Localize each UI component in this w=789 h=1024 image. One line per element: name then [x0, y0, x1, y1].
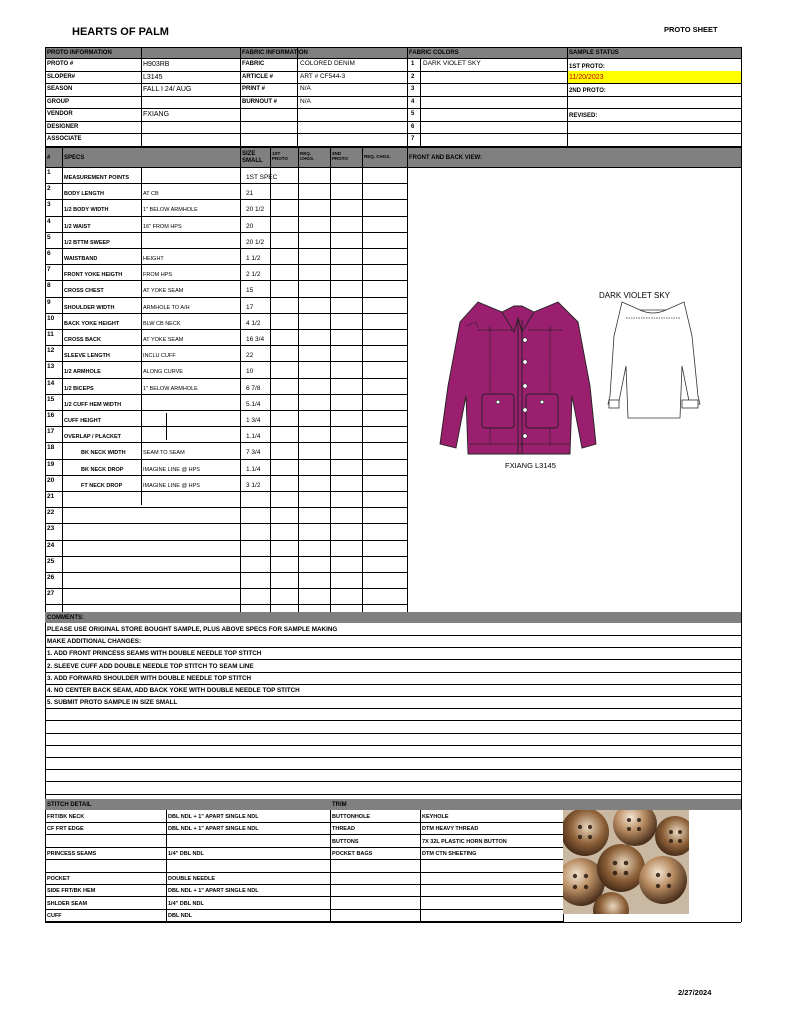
spec-row-num: 8 [47, 282, 51, 289]
spec-row-num: 21 [47, 493, 55, 500]
spec-point: SLEEVE LENGTH [64, 353, 110, 359]
size-small-heading: SMALL [242, 158, 263, 164]
spec-point: BODY LENGTH [64, 191, 104, 197]
stitch-value: DBL NDL + 1" APART SINGLE NDL [168, 814, 259, 820]
fabric-color-num: 5 [411, 111, 415, 117]
grid-line [45, 794, 741, 795]
fabric-color-num: 7 [411, 136, 415, 142]
grid-line [45, 410, 407, 411]
comment-line: 5. SUBMIT PROTO SAMPLE IN SIZE SMALL [47, 699, 178, 706]
spec-value: 15 [246, 287, 254, 294]
grid-line [45, 394, 407, 395]
grid-line [45, 232, 407, 233]
buttons-photo [563, 810, 689, 914]
sketch-caption: FXIANG L3145 [505, 461, 556, 470]
spec-row-num: 14 [47, 380, 55, 387]
spec-row-num: 18 [47, 444, 55, 451]
grid-line [45, 313, 407, 314]
spec-header-bar [45, 147, 741, 167]
sample-status-heading: SAMPLE STATUS [569, 50, 619, 56]
proto-info-label: PROTO # [47, 61, 74, 67]
spec-row-num: 23 [47, 525, 55, 532]
spec-point: 1/2 WAIST [64, 224, 91, 230]
stitch-label: POCKET [47, 876, 70, 882]
document-title: HEARTS OF PALM [72, 26, 169, 38]
grid-line [45, 264, 407, 265]
grid-line [45, 696, 741, 697]
fabric-info-value: N/A [300, 85, 311, 92]
spec-row-num: 4 [47, 218, 51, 225]
spec-value: 16 3/4 [246, 336, 265, 343]
grid-line [45, 834, 563, 835]
fabric-color-num: 4 [411, 99, 415, 105]
trim-value: 7X 32L PLASTIC HORN BUTTON [422, 839, 507, 845]
spec-point: BK NECK WIDTH [81, 450, 126, 456]
req2-heading: REQ. CHGS. [364, 154, 391, 159]
stitch-value: 1/4" DBL NDL [168, 851, 204, 857]
view-heading: FRONT AND BACK VIEW: [409, 155, 482, 161]
spec-point: WAISTBAND [64, 256, 98, 262]
grid-line [62, 147, 63, 612]
grid-line [45, 459, 407, 460]
trim-label: BUTTONS [332, 839, 359, 845]
spec-point: OVERLAP / PLACKET [64, 434, 122, 440]
comments-bar [45, 612, 741, 623]
proto-info-value: L3145 [143, 74, 163, 81]
grid-line [45, 507, 407, 508]
grid-line [270, 147, 271, 612]
fabric-colors-heading: FABRIC COLORS [409, 50, 459, 56]
stitch-value: DBL NDL [168, 913, 193, 919]
spec-value: 1ST SPEC [246, 174, 278, 181]
spec-row-num: 16 [47, 412, 55, 419]
spec-value: 4 1/2 [246, 320, 261, 327]
spec-location: 16" FROM HPS [143, 224, 182, 230]
spec-location: HEIGHT [143, 256, 164, 262]
spec-row-num: 13 [47, 363, 55, 370]
spec-location: AT CB [143, 191, 159, 197]
grid-line [45, 147, 741, 148]
stitch-label: PRINCESS SEAMS [47, 851, 97, 857]
grid-line [45, 491, 407, 492]
proto-info-heading: PROTO INFORMATION [47, 50, 112, 56]
grid-line [45, 909, 563, 910]
grid-line [45, 216, 407, 217]
spec-point: CROSS CHEST [64, 288, 104, 294]
spec-row-num: 22 [47, 509, 55, 516]
grid-line [240, 147, 241, 612]
grid-line [45, 345, 407, 346]
grid-line [45, 58, 741, 59]
spec-row-num: 24 [47, 542, 55, 549]
grid-line [420, 58, 421, 147]
grid-line [45, 745, 741, 746]
fabric-info-label: PRINT # [242, 86, 266, 92]
spec-point: CROSS BACK [64, 337, 101, 343]
spec-value: 20 1/2 [246, 206, 265, 213]
proto-info-label: DESIGNER [47, 124, 79, 130]
spec-row-num: 19 [47, 461, 55, 468]
spec-value: 17 [246, 304, 254, 311]
grid-line [45, 847, 563, 848]
grid-line [45, 647, 741, 648]
spec-row-num: 6 [47, 250, 51, 257]
frame-bottom [45, 922, 741, 923]
proto-info-label: GROUP [47, 99, 70, 105]
spec-location: 1" BELOW ARMHOLE [143, 386, 198, 392]
spec-point: FRONT YOKE HEIGTH [64, 272, 123, 278]
spec-point: 1/2 ARMHOLE [64, 369, 101, 375]
spec-num-heading: # [47, 155, 51, 161]
grid-line [45, 426, 407, 427]
trim-label: THREAD [332, 826, 355, 832]
grid-line [330, 147, 331, 612]
first-proto-date: 11/20/2023 [569, 74, 604, 81]
spec-row-num: 10 [47, 315, 55, 322]
grid-line [45, 884, 563, 885]
grid-line [45, 378, 407, 379]
first-proto-label: 1ST PROTO: [569, 64, 605, 70]
grid-line [45, 604, 407, 605]
grid-line [45, 588, 407, 589]
grid-line [330, 799, 331, 922]
spec-location: AT YOKE SEAM [143, 288, 184, 294]
sketch-color-label: DARK VIOLET SKY [599, 291, 670, 300]
spec-location: IMAGINE LINE @ HPS [143, 483, 200, 489]
proto-info-value: FALL I 24/ AUG [143, 86, 192, 93]
spec-point: CUFF HEIGHT [64, 418, 101, 424]
stitch-label: CUFF [47, 913, 62, 919]
grid-line [45, 769, 741, 770]
grid-line [420, 810, 421, 922]
trim-label: POCKET BAGS [332, 851, 373, 857]
spec-point: 1/2 BTTM SWEEP [64, 240, 110, 246]
grid-line [45, 133, 741, 134]
grid-line [45, 248, 407, 249]
grid-line [45, 329, 407, 330]
stitch-label: SHLDER SEAM [47, 901, 88, 907]
grid-line [298, 147, 299, 612]
grid-line [362, 147, 363, 612]
spec-location: IMAGINE LINE @ HPS [143, 467, 200, 473]
spec-point: BACK YOKE HEIGHT [64, 321, 120, 327]
spec-point: MEASUREMENT POINTS [64, 175, 130, 181]
spec-location: BLW CB NECK [143, 321, 181, 327]
garment-sketch [430, 296, 710, 471]
fabric-info-value: N/A [300, 98, 311, 105]
grid-line [45, 872, 563, 873]
grid-line [45, 167, 741, 168]
grid-line [45, 708, 741, 709]
grid-line [45, 859, 563, 860]
grid-line [45, 556, 407, 557]
req-heading: REQ. [300, 151, 312, 156]
spec-row-num: 2 [47, 185, 51, 192]
spec-value: 20 1/2 [246, 239, 265, 246]
spec-row-num: 5 [47, 234, 51, 241]
grid-line [45, 684, 741, 685]
grid-line [45, 121, 741, 122]
frame-right [741, 47, 742, 922]
grid-line [45, 733, 741, 734]
proto-info-label: VENDOR [47, 111, 73, 117]
front-view [440, 302, 596, 454]
fabric-color-num: 6 [411, 124, 415, 130]
fabric-info-label: FABRIC [242, 61, 265, 67]
grid-line [166, 413, 167, 440]
spec-row-num: 12 [47, 347, 55, 354]
grid-line [45, 757, 741, 758]
fabric-color-num: 1 [411, 61, 415, 67]
spec-location: ALONG CURVE [143, 369, 183, 375]
spec-location: FROM HPS [143, 272, 173, 278]
stitch-value: DOUBLE NEEDLE [168, 876, 216, 882]
proto1b-heading: PROTO [272, 156, 288, 161]
grid-line [45, 108, 741, 109]
grid-line [45, 822, 563, 823]
spec-row-num: 11 [47, 331, 54, 338]
proto-info-value: FXIANG [143, 111, 170, 118]
grid-line [45, 896, 563, 897]
spec-value: 3 1/2 [246, 482, 261, 489]
spec-location: 1" BELOW ARMHOLE [143, 207, 198, 213]
comment-line: 1. ADD FRONT PRINCESS SEAMS WITH DOUBLE NEEDLE TOP STITCH [47, 650, 262, 657]
spec-row-num: 15 [47, 396, 55, 403]
frame-left [45, 47, 46, 922]
spec-point: FT NECK DROP [81, 483, 123, 489]
grid-line [240, 47, 241, 147]
grid-line [45, 659, 741, 660]
revised-label: REVISED: [569, 113, 598, 119]
spec-value: 1 3/4 [246, 417, 261, 424]
fabric-info-label: BURNOUT # [242, 99, 278, 105]
spec-row-num: 25 [47, 558, 55, 565]
spec-point: 1/2 BODY WIDTH [64, 207, 109, 213]
trim-value: DTM HEAVY THREAD [422, 826, 479, 832]
trim-heading: TRIM [332, 802, 347, 808]
proto-info-label: SLOPER# [47, 74, 76, 80]
spec-row-num: 20 [47, 477, 55, 484]
spec-value: 1.1/4 [246, 433, 261, 440]
stitch-value: DBL NDL + 1" APART SINGLE NDL [168, 888, 259, 894]
spec-location: AT YOKE SEAM [143, 337, 184, 343]
grid-line [45, 475, 407, 476]
trim-value: DTM CTN SHEETING [422, 851, 477, 857]
trim-value: KEYHOLE [422, 814, 449, 820]
grid-line [567, 47, 568, 147]
stitch-detail-heading: STITCH DETAIL [47, 802, 92, 808]
grid-line [45, 297, 407, 298]
spec-value: 1 1/2 [246, 255, 261, 262]
spec-point: BK NECK DROP [81, 467, 124, 473]
proto-info-value: H903RB [143, 61, 170, 68]
grid-line [45, 635, 741, 636]
grid-line [45, 183, 407, 184]
spec-value: 7 3/4 [246, 449, 261, 456]
grid-line [45, 96, 741, 97]
comment-line: PLEASE USE ORIGINAL STORE BOUGHT SAMPLE, PLUS ABOVE SPECS FOR SAMPLE MAKING [47, 626, 338, 633]
fabric-color-num: 3 [411, 86, 415, 92]
spec-value: 22 [246, 352, 254, 359]
grid-line [407, 147, 408, 612]
spec-value: 5.1/4 [246, 401, 261, 408]
stitch-label: SIDE FRT/BK HEM [47, 888, 96, 894]
footer-date: 2/27/2024 [678, 988, 712, 997]
fabric-color-num: 2 [411, 74, 415, 80]
fabric-info-label: ARTICLE # [242, 74, 274, 80]
grid-line [45, 672, 741, 673]
frame-top [45, 47, 741, 48]
spec-row-num: 1 [47, 169, 51, 176]
proto2b-heading: PROTO [332, 156, 348, 161]
grid-line [45, 199, 407, 200]
grid-line [45, 781, 741, 782]
specs-heading: SPECS [64, 155, 85, 161]
grid-line [45, 720, 741, 721]
stitch-value: 1/4" DBL NDL [168, 901, 204, 907]
grid-line [141, 47, 142, 147]
grid-line [407, 47, 408, 147]
proto-info-label: ASSOCIATE [47, 136, 82, 142]
spec-value: 10 [246, 368, 254, 375]
grid-line [45, 83, 741, 84]
spec-row-num: 17 [47, 428, 55, 435]
spec-value: 2 1/2 [246, 271, 261, 278]
fabric-info-value: COLORED DENIM [300, 60, 355, 67]
spec-location: SEAM TO SEAM [143, 450, 185, 456]
comment-line: MAKE ADDITIONAL CHANGES: [47, 638, 142, 645]
grid-line [297, 47, 298, 147]
fabric-color-value: DARK VIOLET SKY [423, 60, 481, 67]
spec-row-num: 3 [47, 201, 51, 208]
spec-value: 6 7/8 [246, 385, 261, 392]
comments-heading: COMMENTS: [47, 615, 84, 621]
spec-point: SHOULDER WIDTH [64, 305, 115, 311]
grid-line [45, 442, 407, 443]
grid-line [45, 540, 407, 541]
grid-line [45, 361, 407, 362]
second-proto-label: 2ND PROTO: [569, 88, 606, 94]
stitch-bar [45, 799, 741, 810]
back-view [608, 302, 700, 418]
comment-line: 4. NO CENTER BACK SEAM, ADD BACK YOKE WITH DOUBLE NEEDLE TOP STITCH [47, 687, 300, 694]
comment-line: 3. ADD FORWARD SHOULDER WITH DOUBLE NEEDLE TOP STITCH [47, 675, 252, 682]
comment-line: 2. SLEEVE CUFF ADD DOUBLE NEEDLE TOP STITCH TO SEAM LINE [47, 663, 254, 670]
spec-value: 20 [246, 223, 254, 230]
trim-label: BUTTONHOLE [332, 814, 371, 820]
proto2-heading: 2ND [332, 151, 342, 156]
spec-location: ARMHOLE TO A/H [143, 305, 190, 311]
spec-point: 1/2 BICEPS [64, 386, 94, 392]
grid-line [45, 523, 407, 524]
spec-row-num: 7 [47, 266, 51, 273]
grid-line [45, 280, 407, 281]
size-heading: SIZE [242, 151, 256, 157]
spec-row-num: 27 [47, 590, 55, 597]
spec-value: 1.1/4 [246, 466, 261, 473]
fabric-info-value: ART # CF544-3 [300, 73, 346, 80]
proto-info-label: SEASON [47, 86, 73, 92]
stitch-label: CF FRT EDGE [47, 826, 84, 832]
grid-line [45, 572, 407, 573]
reqb-heading: CHGS. [300, 156, 315, 161]
stitch-value: DBL NDL + 1" APART SINGLE NDL [168, 826, 259, 832]
grid-line [166, 810, 167, 922]
spec-value: 21 [246, 190, 254, 197]
grid-line [45, 921, 563, 922]
proto1-heading: 1ST [272, 151, 281, 156]
info-header-bar [45, 47, 741, 58]
spec-row-num: 9 [47, 299, 51, 306]
grid-line [141, 167, 142, 505]
stitch-label: FRT/BK NECK [47, 814, 85, 820]
sheet-type: PROTO SHEET [664, 25, 718, 34]
spec-row-num: 26 [47, 574, 55, 581]
spec-location: INCLU CUFF [143, 353, 176, 359]
spec-point: 1/2 CUFF HEM WIDTH [64, 402, 122, 408]
fabric-info-heading: FABRIC INFORMATION [242, 50, 308, 56]
